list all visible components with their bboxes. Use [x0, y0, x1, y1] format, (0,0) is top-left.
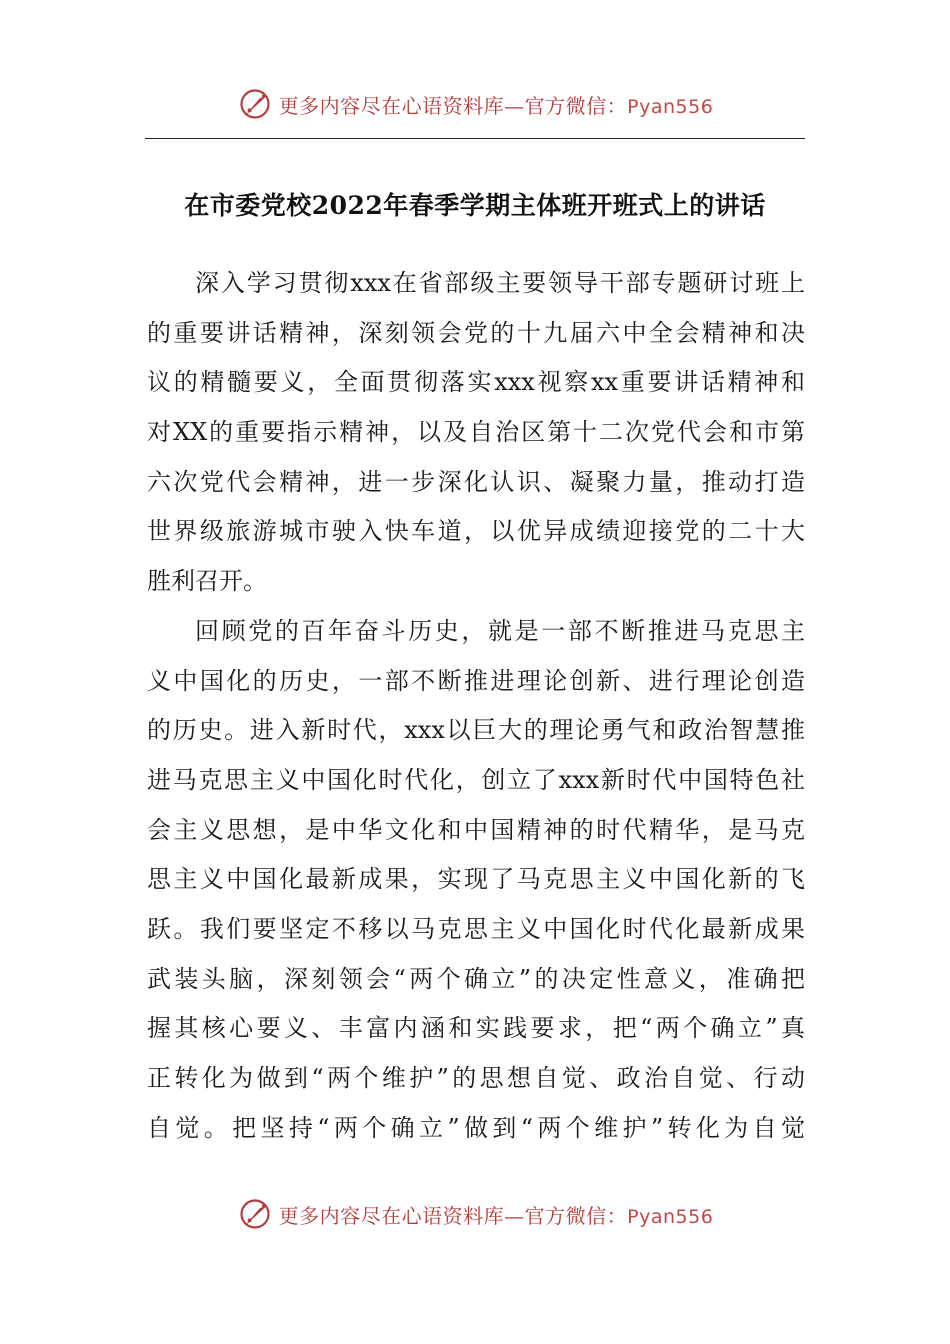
header-banner-text	[279, 90, 714, 119]
footer-banner-text	[279, 1200, 714, 1229]
header-rule	[145, 138, 805, 139]
paragraph-line: 进马克思主义中国化时代化，创立了xxx新时代中国特色社	[147, 765, 805, 794]
paragraph-line: 义中国化的历史，一部不断推进理论创新、进行理论创造	[147, 666, 805, 695]
document-body	[147, 259, 805, 1153]
header-banner-label: 更多内容尽在心语资料库—官方微信：	[278, 93, 628, 118]
quill-logo-icon	[237, 1196, 273, 1232]
header-banner	[0, 82, 950, 126]
paragraph-line: 思主义中国化最新成果，实现了马克思主义中国化新的飞	[147, 865, 805, 894]
paragraph-line: 的重要讲话精神，深刻领会党的十九届六中全会精神和决	[147, 318, 805, 347]
paragraph-line: 议的精髓要义，全面贯彻落实xxx视察xx重要讲话精神和	[147, 368, 805, 397]
quill-logo-icon	[237, 86, 273, 122]
document-title: 在市委党校2022年春季学期主体班开班式上的讲话	[184, 191, 766, 220]
paragraph-line: 深入学习贯彻xxx在省部级主要领导干部专题研讨班上	[195, 269, 805, 297]
paragraph-line: 世界级旅游城市驶入快车道，以优异成绩迎接党的二十大	[147, 517, 805, 546]
paragraph	[147, 259, 805, 607]
paragraph-line: 对XX的重要指示精神，以及自治区第十二次党代会和市第	[147, 418, 805, 447]
header-wechat-id: Pyan556	[627, 95, 714, 118]
paragraph-line: 会主义思想，是中华文化和中国精神的时代精华，是马克	[147, 815, 805, 844]
paragraph-line: 六次党代会精神，进一步深化认识、凝聚力量，推动打造	[147, 467, 805, 496]
footer-banner	[0, 1192, 950, 1236]
paragraph-line: 胜利召开。	[147, 567, 267, 596]
paragraph-line: 自觉。把坚持“两个确立”做到“两个维护”转化为自觉	[147, 1113, 805, 1142]
paragraph-line: 武装头脑，深刻领会“两个确立”的决定性意义，准确把	[147, 964, 805, 993]
paragraph	[147, 607, 805, 1154]
paragraph-line: 跃。我们要坚定不移以马克思主义中国化时代化最新成果	[147, 914, 805, 943]
paragraph-line: 正转化为做到“两个维护”的思想自觉、政治自觉、行动	[147, 1064, 805, 1092]
footer-banner-label: 更多内容尽在心语资料库—官方微信：	[278, 1203, 628, 1228]
paragraph-line: 握其核心要义、丰富内涵和实践要求，把“两个确立”真	[147, 1014, 805, 1043]
paragraph-line: 的历史。进入新时代，xxx以巨大的理论勇气和政治智慧推	[147, 716, 805, 745]
paragraph-line: 回顾党的百年奋斗历史，就是一部不断推进马克思主	[195, 616, 805, 645]
footer-wechat-id: Pyan556	[627, 1205, 714, 1228]
